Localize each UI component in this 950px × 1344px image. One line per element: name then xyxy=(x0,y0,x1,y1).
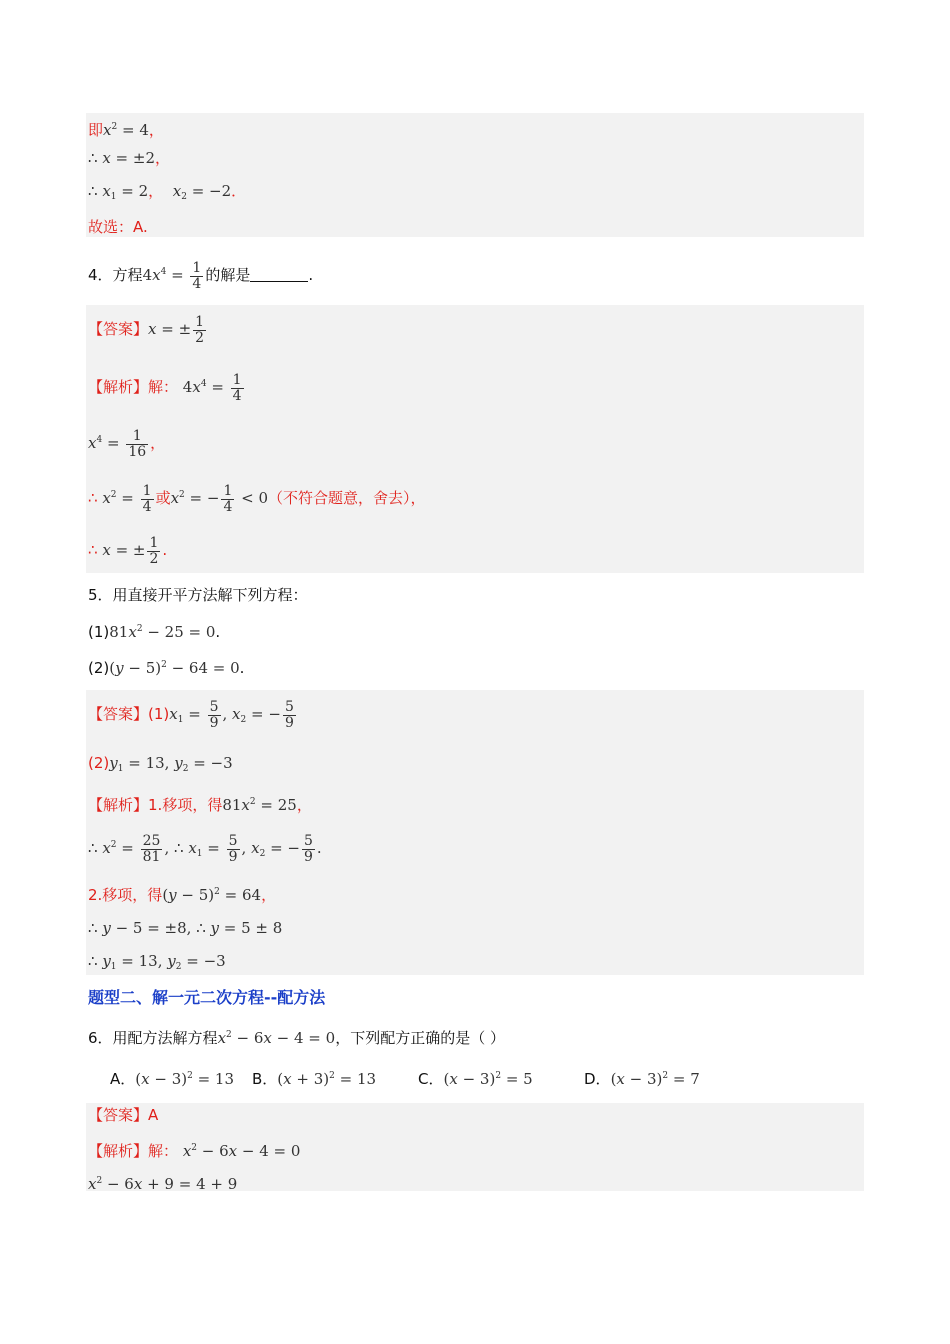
q4-step-4: ∴ x = ± $\frac{1}{2}$ . xyxy=(88,534,168,567)
q3-line-2: ∴ x = ±2， xyxy=(88,149,171,167)
q5-part-2: $(2)(y - 5)^2 - 64 = 0$. xyxy=(88,659,245,677)
q5-answer-1: 【答案】$(1)x_1$ = $\frac{5}{9}$ , $x_2$ = − $\frac{5}{9}$ xyxy=(88,698,294,731)
q5-part-1: $(1)81x^2 - 25 = 0$. xyxy=(88,623,221,641)
choice-d: D．$(x - 3)^2 = 7$ xyxy=(584,1070,700,1088)
choice-b: B．$(x + 3)^2 = 13$ xyxy=(252,1070,377,1088)
answer-blank xyxy=(250,267,308,282)
choice-a: A．$(x - 3)^2 = 13$ xyxy=(110,1070,235,1088)
q5-answer-2: $(2)y_1 = 13$, $y_2 = -3$ xyxy=(88,754,233,774)
q5-analysis-step-2c: ∴ $y_1 = 13$, $y_2 = -3$ xyxy=(88,952,226,972)
q3-final-answer: 故选：A. xyxy=(88,218,148,236)
solution-block-q3 xyxy=(86,113,864,237)
q3-l1-text: 即 xyxy=(88,121,104,139)
q6-analysis-step: $x^2 - 6x + 9 = 4 + 9$ xyxy=(88,1175,238,1193)
q5-analysis-step-1b: ∴ $x^2$ = $\frac{25}{81}$ , ∴ $x_1$ = $\frac{5}{9}$ , $x_2$ = − $\frac{5}{9}$ . xyxy=(88,832,322,865)
question-5: 5．用直接开平方法解下列方程： xyxy=(88,586,308,604)
q5-analysis-step-2: 2.移项，得$(y - 5)^2 = 64$， xyxy=(88,886,277,904)
section-title: 题型二、解一元二次方程--配方法 xyxy=(88,988,326,1007)
q5-analysis-step-1: 【解析】1.移项，得$81x^2 = 25$， xyxy=(88,796,312,814)
choice-c: C．$(x - 3)^2 = 5$ xyxy=(418,1070,533,1088)
question-6: 6．用配方法解方程$x^2 - 6x - 4 = 0$，下列配方正确的是（ ） xyxy=(88,1029,505,1047)
q6-answer-line: 【答案】A xyxy=(88,1106,159,1124)
q4-analysis-line: 【解析】解： $4x^4$ = $\frac{1}{4}$ xyxy=(88,371,242,404)
q4-step-2: $x^4$ = $\frac{1}{16}$ ， xyxy=(88,427,166,460)
q3-line-3: ∴ $x_1 = 2$， $x_2 = -2$． xyxy=(88,182,247,202)
q6-analysis-line: 【解析】解： $x^2 - 6x - 4 = 0$ xyxy=(88,1142,301,1160)
q4-step-3: ∴ $x^2$ = $\frac{1}{4}$ 或$x^2$ = − $\frac{1}{4}$ < 0（不符合题意，舍去）， xyxy=(88,482,426,515)
question-4: 4．方程$4x^4$ = $\frac{1}{4}$ 的解是 . xyxy=(88,259,314,292)
q3-line-1: 即$x^2 = 4$， xyxy=(88,121,164,139)
q4-answer-line: 【答案】x = ± $\frac{1}{2}$ xyxy=(88,313,205,346)
q5-analysis-step-2b: ∴ y − 5 = ±8, ∴ y = 5 ± 8 xyxy=(88,919,283,937)
